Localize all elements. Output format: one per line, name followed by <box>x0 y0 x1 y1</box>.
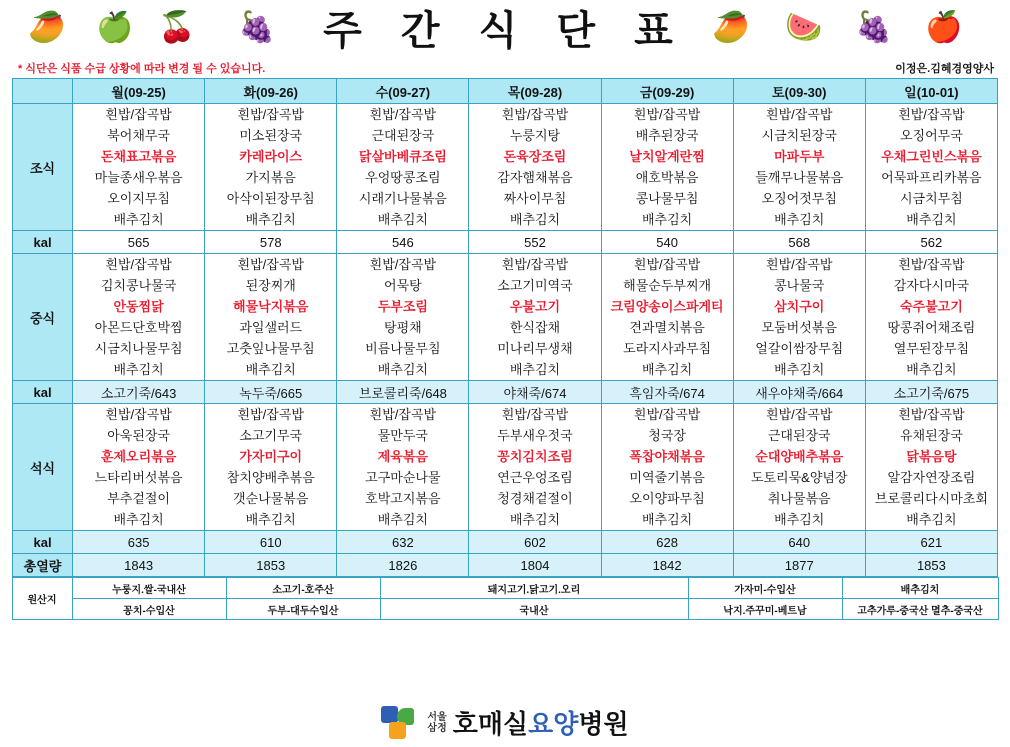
kal-lunch-6: 소고기죽/675 <box>865 381 997 404</box>
menu-item: 흰밥/잡곡밥 <box>237 257 304 272</box>
menu-item: 청국장 <box>648 428 686 443</box>
meal-cell-breakfast-5 <box>733 104 865 231</box>
menu-table <box>12 78 998 577</box>
meal-cell-lunch-6 <box>865 254 997 381</box>
menu-item: 배추김치 <box>509 362 561 377</box>
day-header-1: 화(09-26) <box>205 79 337 104</box>
meal-cell-breakfast-1 <box>205 104 337 231</box>
menu-item: 흰밥/잡곡밥 <box>633 107 701 122</box>
menu-item: 흰밥/잡곡밥 <box>766 407 833 422</box>
menu-item: 배추된장국 <box>635 128 699 143</box>
menu-item: 호박고지볶음 <box>365 491 441 506</box>
kal-lunch-1: 녹두죽/665 <box>205 381 337 404</box>
kal-dinner-3: 602 <box>469 531 601 554</box>
table-corner <box>13 79 73 104</box>
meal-cell-dinner-0 <box>73 404 205 531</box>
menu-item: 배추김치 <box>113 512 164 527</box>
menu-item: 배추김치 <box>641 512 693 527</box>
meal-cell-breakfast-2 <box>337 104 469 231</box>
origin-cell-6: 두부-대두수입산 <box>226 599 380 620</box>
menu-item: 시금치나물무침 <box>94 341 183 356</box>
menu-item-highlight: 안동찜닭 <box>113 299 164 314</box>
menu-item: 도토리묵&양념장 <box>750 470 848 485</box>
mango-icon: 🥭 <box>28 11 66 44</box>
row-label-dinner: 석식 <box>13 404 73 531</box>
menu-item: 오징어젓무침 <box>761 191 837 206</box>
total-row <box>13 554 998 577</box>
menu-item-highlight: 가자미구이 <box>239 449 303 464</box>
total-3: 1804 <box>469 554 601 577</box>
menu-item-highlight: 삼치구이 <box>774 299 825 314</box>
menu-item: 흰밥/잡곡밥 <box>501 257 569 272</box>
grapes-icon: 🍇 <box>855 11 893 44</box>
menu-item: 시금치무침 <box>900 191 963 206</box>
kal-label-lunch: kal <box>13 381 73 404</box>
day-header-2: 수(09-27) <box>337 79 469 104</box>
menu-item: 흰밥/잡곡밥 <box>766 257 833 272</box>
menu-item: 미역줄기볶음 <box>629 470 705 485</box>
total-5: 1877 <box>733 554 865 577</box>
kal-label-dinner: kal <box>13 531 73 554</box>
menu-item: 배추김치 <box>641 212 693 227</box>
notice-text: * 식단은 식품 수급 상황에 따라 변경 될 수 있습니다. <box>18 63 266 75</box>
menu-item: 모둠버섯볶음 <box>761 320 837 335</box>
kal-dinner-0: 635 <box>73 531 205 554</box>
meal-cell-lunch-4 <box>601 254 733 381</box>
menu-item: 콩나물국 <box>774 278 825 293</box>
origin-cell-3: 가자미-수입산 <box>688 578 842 599</box>
hospital-name-pre: 호매실 <box>452 709 529 739</box>
menu-item: 도라지사과무침 <box>623 341 712 356</box>
hospital-name-post: 병원 <box>578 709 629 739</box>
menu-item: 탕평채 <box>384 320 422 335</box>
menu-item: 배추김치 <box>906 362 957 377</box>
menu-item: 고춧잎나물무침 <box>226 341 315 356</box>
menu-item-highlight: 훈제오리볶음 <box>100 449 177 464</box>
menu-item: 배추김치 <box>245 362 296 377</box>
menu-item: 물만두국 <box>377 428 428 443</box>
meal-cell-dinner-5 <box>733 404 865 531</box>
total-0: 1843 <box>73 554 205 577</box>
menu-item: 브로콜리다시마초회 <box>874 491 988 506</box>
menu-item: 오이양파무침 <box>629 491 705 506</box>
menu-item: 시래기나물볶음 <box>358 191 447 206</box>
menu-item: 흰밥/잡곡밥 <box>898 257 965 272</box>
origin-cell-4: 배추김치 <box>842 578 998 599</box>
menu-item: 우엉땅콩조림 <box>365 170 441 185</box>
menu-item: 흰밥/잡곡밥 <box>237 107 304 122</box>
kal-breakfast-0: 565 <box>73 231 205 254</box>
menu-item: 흰밥/잡곡밥 <box>105 257 172 272</box>
menu-item-highlight: 마파두부 <box>774 149 825 164</box>
menu-item: 흰밥/잡곡밥 <box>501 107 569 122</box>
meal-cell-dinner-6 <box>865 404 997 531</box>
kal-row-lunch <box>13 381 998 404</box>
menu-item: 애호박볶음 <box>635 170 699 185</box>
kal-breakfast-2: 546 <box>337 231 469 254</box>
meal-cell-breakfast-4 <box>601 104 733 231</box>
menu-item-highlight: 돈육장조림 <box>503 149 567 164</box>
pomegranate-icon: 🍎 <box>925 11 963 44</box>
kal-lunch-4: 흑임자죽/674 <box>601 381 733 404</box>
menu-item-highlight: 순대양배추볶음 <box>755 449 844 464</box>
menu-item: 근대된장국 <box>767 428 831 443</box>
kal-lunch-5: 새우야채죽/664 <box>733 381 865 404</box>
menu-item: 미나리무생채 <box>497 341 573 356</box>
menu-item: 짜사이무침 <box>503 191 567 206</box>
menu-item: 청경채겉절이 <box>497 491 573 506</box>
day-header-6: 일(10-01) <box>865 79 997 104</box>
origin-row-1 <box>12 578 998 599</box>
menu-item: 김치콩나물국 <box>100 278 177 293</box>
kal-breakfast-5: 568 <box>733 231 865 254</box>
menu-item: 누룽지탕 <box>509 128 561 143</box>
meal-cell-dinner-1 <box>205 404 337 531</box>
menu-item: 배추김치 <box>774 362 825 377</box>
menu-item-highlight: 카레라이스 <box>239 149 303 164</box>
kal-lunch-2: 브로콜리죽/648 <box>337 381 469 404</box>
logo-subtext-line2: 삼정 <box>427 722 447 734</box>
menu-item: 흰밥/잡곡밥 <box>766 107 833 122</box>
kal-breakfast-3: 552 <box>469 231 601 254</box>
footer-logo <box>0 704 1010 741</box>
menu-item-highlight: 제육볶음 <box>377 449 428 464</box>
menu-item: 배추김치 <box>377 212 428 227</box>
menu-item: 소고기무국 <box>239 428 303 443</box>
menu-item: 열무된장무침 <box>893 341 970 356</box>
author-text: 이정은.김혜경영양사 <box>895 63 994 75</box>
menu-item: 시금치된장국 <box>761 128 837 143</box>
menu-item: 연근우엉조림 <box>497 470 573 485</box>
cherry-icon: 🍒 <box>158 11 196 44</box>
origin-row-2 <box>12 599 998 620</box>
menu-item: 갯순나물볶음 <box>233 491 309 506</box>
page-header <box>0 0 1010 75</box>
menu-item: 얼갈이쌈장무침 <box>755 341 844 356</box>
menu-item: 흰밥/잡곡밥 <box>369 257 437 272</box>
origin-label: 원산지 <box>12 578 72 620</box>
menu-item: 흰밥/잡곡밥 <box>369 107 437 122</box>
menu-item: 견과멸치볶음 <box>629 320 705 335</box>
menu-item: 흰밥/잡곡밥 <box>369 407 437 422</box>
table-header-row <box>13 79 998 104</box>
menu-item: 배추김치 <box>774 212 825 227</box>
menu-item-highlight: 돈채표고볶음 <box>100 149 177 164</box>
menu-item: 북어채무국 <box>107 128 170 143</box>
menu-item: 느타리버섯볶음 <box>94 470 183 485</box>
menu-item: 부추겉절이 <box>107 491 170 506</box>
hospital-name-mid: 요양 <box>528 709 579 739</box>
meal-cell-dinner-3 <box>469 404 601 531</box>
origin-cell-9: 고추가루-중국산 멸추-중국산 <box>842 599 998 620</box>
menu-item: 아삭이된장무침 <box>226 191 315 206</box>
menu-item-highlight: 닭살바베큐조림 <box>358 149 447 164</box>
menu-item: 배추김치 <box>906 212 957 227</box>
meal-cell-breakfast-3 <box>469 104 601 231</box>
menu-item: 과일샐러드 <box>239 320 303 335</box>
total-label: 총열량 <box>13 554 73 577</box>
kal-row-dinner <box>13 531 998 554</box>
kal-breakfast-4: 540 <box>601 231 733 254</box>
logo-subtext <box>427 712 446 734</box>
hospital-name <box>453 704 629 741</box>
menu-item: 오이지무침 <box>107 191 170 206</box>
logo-subtext-line1: 서울 <box>427 711 447 723</box>
menu-item: 어묵탕 <box>384 278 422 293</box>
menu-item: 흰밥/잡곡밥 <box>633 407 701 422</box>
menu-item: 배추김치 <box>509 212 561 227</box>
menu-item: 흰밥/잡곡밥 <box>105 107 172 122</box>
menu-item-highlight: 꽁치김치조림 <box>497 449 573 464</box>
menu-item: 취나물볶음 <box>767 491 831 506</box>
menu-item-highlight: 닭볶음탕 <box>906 449 957 464</box>
total-4: 1842 <box>601 554 733 577</box>
kal-dinner-2: 632 <box>337 531 469 554</box>
menu-item: 고구마순나물 <box>365 470 441 485</box>
meal-cell-breakfast-6 <box>865 104 997 231</box>
menu-item: 어묵파프리카볶음 <box>881 170 982 185</box>
menu-item-highlight: 두부조림 <box>377 299 428 314</box>
menu-item: 가지볶음 <box>245 170 296 185</box>
menu-item-highlight: 크림양송이스파게티 <box>610 299 724 314</box>
menu-item: 흰밥/잡곡밥 <box>898 107 965 122</box>
origin-cell-0: 누룽지.쌀-국내산 <box>72 578 226 599</box>
total-6: 1853 <box>865 554 997 577</box>
menu-item: 아몬드단호박찜 <box>94 320 183 335</box>
kal-lunch-3: 야채죽/674 <box>469 381 601 404</box>
menu-item: 배추김치 <box>113 212 164 227</box>
origin-cell-8: 낙지.주꾸미-베트남 <box>688 599 842 620</box>
origin-cell-2: 돼지고기.닭고기.오리 <box>380 578 688 599</box>
menu-item: 아욱된장국 <box>107 428 170 443</box>
meal-row-breakfast <box>13 104 998 231</box>
kal-dinner-5: 640 <box>733 531 865 554</box>
menu-item: 배추김치 <box>509 512 561 527</box>
menu-item: 근대된장국 <box>371 128 435 143</box>
menu-item: 해물순두부찌개 <box>623 278 712 293</box>
menu-item: 배추김치 <box>245 212 296 227</box>
menu-item: 두부새우젓국 <box>497 428 573 443</box>
row-label-breakfast: 조식 <box>13 104 73 231</box>
meal-cell-lunch-1 <box>205 254 337 381</box>
meal-cell-dinner-2 <box>337 404 469 531</box>
menu-item: 감자다시마국 <box>893 278 970 293</box>
origin-table <box>12 577 999 620</box>
kal-dinner-6: 621 <box>865 531 997 554</box>
menu-item: 유채된장국 <box>900 428 963 443</box>
menu-item: 배추김치 <box>377 362 428 377</box>
menu-item: 마늘종새우볶음 <box>94 170 183 185</box>
menu-item: 배추김치 <box>906 512 957 527</box>
apple-icon: 🍏 <box>96 11 134 44</box>
menu-item: 알감자연장조림 <box>887 470 976 485</box>
hospital-logo-icon <box>381 706 421 740</box>
menu-item: 흰밥/잡곡밥 <box>237 407 304 422</box>
meal-cell-lunch-5 <box>733 254 865 381</box>
total-1: 1853 <box>205 554 337 577</box>
meal-cell-dinner-4 <box>601 404 733 531</box>
kal-breakfast-6: 562 <box>865 231 997 254</box>
menu-item: 배추김치 <box>113 362 164 377</box>
menu-item: 들깨무나물볶음 <box>755 170 844 185</box>
menu-item: 오징어무국 <box>900 128 963 143</box>
day-header-4: 금(09-29) <box>601 79 733 104</box>
menu-item: 소고기미역국 <box>497 278 573 293</box>
raspberry-icon: 🍇 <box>238 11 276 44</box>
kal-breakfast-1: 578 <box>205 231 337 254</box>
menu-item: 비름나물무침 <box>365 341 441 356</box>
menu-item-highlight: 폭찹야채볶음 <box>629 449 705 464</box>
menu-item: 흰밥/잡곡밥 <box>898 407 965 422</box>
menu-item: 흰밥/잡곡밥 <box>105 407 172 422</box>
menu-item: 흰밥/잡곡밥 <box>633 257 701 272</box>
origin-cell-5: 꽁치-수입산 <box>72 599 226 620</box>
menu-item: 한식잡채 <box>509 320 561 335</box>
watermelon-icon: 🍉 <box>785 11 823 44</box>
kal-label-breakfast: kal <box>13 231 73 254</box>
day-header-5: 토(09-30) <box>733 79 865 104</box>
menu-item: 땅콩쥐어채조림 <box>887 320 976 335</box>
meal-cell-lunch-3 <box>469 254 601 381</box>
kal-dinner-1: 610 <box>205 531 337 554</box>
meal-row-lunch <box>13 254 998 381</box>
day-header-3: 목(09-28) <box>469 79 601 104</box>
menu-item: 참치양배추볶음 <box>226 470 315 485</box>
menu-item-highlight: 우채그린빈스볶음 <box>881 149 982 164</box>
kal-lunch-0: 소고기죽/643 <box>73 381 205 404</box>
meal-cell-lunch-2 <box>337 254 469 381</box>
mango-icon-right: 🥭 <box>712 11 750 44</box>
menu-item-highlight: 해물낙지볶음 <box>233 299 309 314</box>
day-header-0: 월(09-25) <box>73 79 205 104</box>
meal-row-dinner <box>13 404 998 531</box>
origin-cell-1: 소고기-호주산 <box>226 578 380 599</box>
menu-item-highlight: 우불고기 <box>509 299 561 314</box>
menu-item: 된장찌개 <box>245 278 296 293</box>
meal-cell-breakfast-0 <box>73 104 205 231</box>
origin-cell-7: 국내산 <box>380 599 688 620</box>
menu-item: 배추김치 <box>245 512 296 527</box>
menu-item: 미소된장국 <box>239 128 303 143</box>
menu-item: 배추김치 <box>641 362 693 377</box>
menu-item-highlight: 숙주불고기 <box>900 299 963 314</box>
menu-item: 배추김치 <box>377 512 428 527</box>
total-2: 1826 <box>337 554 469 577</box>
kal-row-breakfast <box>13 231 998 254</box>
row-label-lunch: 중식 <box>13 254 73 381</box>
menu-item: 배추김치 <box>774 512 825 527</box>
meal-cell-lunch-0 <box>73 254 205 381</box>
menu-item: 흰밥/잡곡밥 <box>501 407 569 422</box>
menu-item: 콩나물무침 <box>635 191 699 206</box>
page-title: 주 간 식 단 표 <box>323 9 687 53</box>
kal-dinner-4: 628 <box>601 531 733 554</box>
menu-item-highlight: 날치알계란찜 <box>629 149 705 164</box>
menu-item: 감자햄채볶음 <box>497 170 573 185</box>
